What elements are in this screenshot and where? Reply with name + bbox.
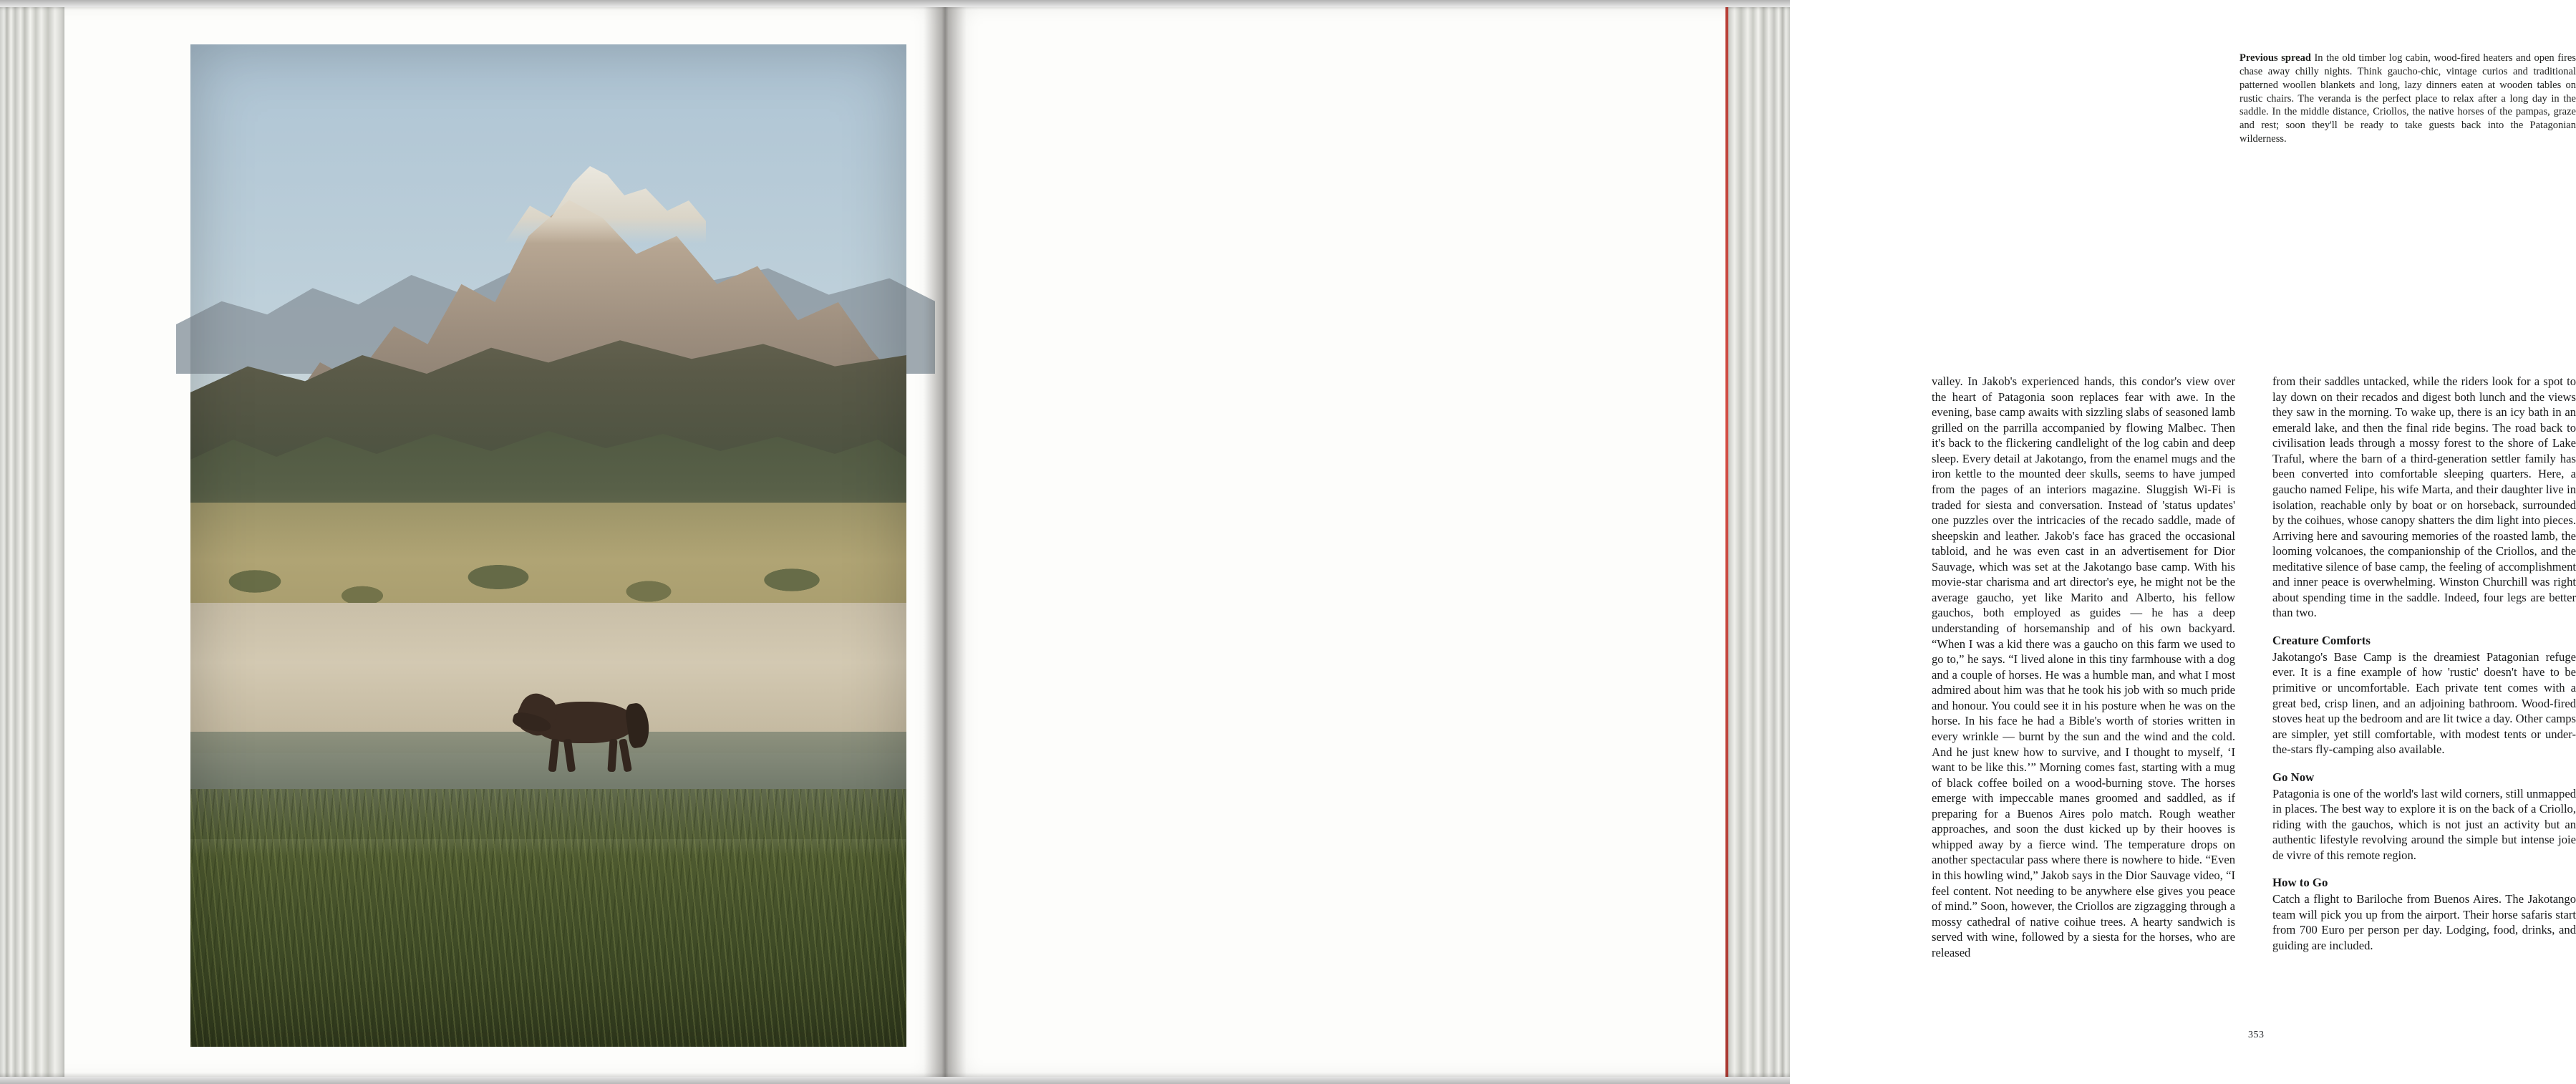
body-columns xyxy=(1932,374,2576,989)
body-column-right xyxy=(2272,374,2576,989)
body-column-left xyxy=(1932,374,2235,989)
section-heading-how-to-go: How to Go xyxy=(2272,876,2328,890)
body-paragraph: valley. In Jakob's experienced hands, this condor's view over the heart of Patagonia soon replaces fear with awe. In the evening, base camp awaits with sizzling slabs of seasoned lamb grilled on the parrilla accompanied by flowing Malbec. Then it's back to the flickering candlelight of the log cabin and deep sleep. Every detail at Jakotango, from the enamel mugs and the iron kettle to the mounted deer skulls, seems to have jumped from the pages of an interiors magazine. Sluggish Wi-Fi is traded for siesta and conversation. Instead of 'status updates' one puzzles over the intricacies of the recado saddle, made of sheepskin and leather. Jakob's face has graced the occasional tabloid, and he was even cast in an advertisement for Dior Sauvage, which was set at the Jakotango base camp. With his movie-star charisma and art director's eye, he might not be the average gaucho, yet like Marito and Alberto, his fellow gauchos, both employed as guides — he has a deep understanding of horsemanship and of his own backyard. “When I was a kid there was a gaucho on this farm we used to go to,” he says. “I lived alone in this tiny farmhouse with a dog and a couple of horses. He was a humble man, and what I most admired about him was that he took his job with so much pride and honour. You could see it in his posture when he was on the horse. In his face he had a Bible's worth of stories written in every wrinkle — burnt by the sun and the wind and the cold. And he just knew how to survive, and I thought to myself, ‘I want to be like this.’” Morning comes fast, starting with a mug of black coffee boiled on a wood-burning stove. The horses emerge with impeccable manes groomed and saddled, as if preparing for a Buenos Aires polo match. Rough weather approaches, and soon the dust kicked up by their hooves is whipped away by a fierce wind. The temperature drops on another spectacular pass where there is nowhere to hide. “Even in this howling wind,” Jakob says in the Dior Sauvage video, “I feel content. Not needing to be anywhere else gives you peace of mind.” Soon, however, the Criollos are zigzagging through a mossy cathedral of native coihue trees. A hearty sandwich is served with wine, followed by a siesta for the horses, who are released xyxy=(1932,374,2235,959)
page-number: 353 xyxy=(2248,1030,2265,1040)
left-page xyxy=(64,7,945,1077)
section-heading-go-now: Go Now xyxy=(2272,770,2315,784)
right-page xyxy=(945,7,2576,1077)
photo-vignette xyxy=(190,44,906,1047)
caption-lead: Previous spread xyxy=(2240,52,2311,64)
section-heading-creature-comforts: Creature Comforts xyxy=(2272,634,2371,647)
section-text-how-to-go: Catch a flight to Bariloche from Buenos Aires. The Jakotango team will pick you up from the airport. Their horse safaris start from 700 Euro per person per day. Lodging, food, drinks, and guiding are included. xyxy=(2272,892,2576,952)
previous-spread-caption xyxy=(2240,52,2576,146)
bottom-shadow xyxy=(0,1073,1790,1084)
page-edges-right xyxy=(1724,7,1790,1077)
section-text-go-now: Patagonia is one of the world's last wild corners, still unmapped in places. The best way to explore it is on the back of a Criollo, riding with the gauchos, which is not just an activity but an authentic lifestyle revolving around the simple but intense joie de vivre of this remote region. xyxy=(2272,786,2576,862)
section-text-creature-comforts: Jakotango's Base Camp is the dreamiest Patagonian refuge ever. It is a fine example of how 'rustic' doesn't have to be primitive or uncomfortable. Each private tent comes with a great bed, crisp linen, and an adjoining bathroom. Wood-fired stoves heat up the bedroom and are lit twice a day. Other camps are simpler, yet still comfortable, with modest tents or under-the-stars fly-camping also available. xyxy=(2272,649,2576,757)
top-shadow xyxy=(0,0,1790,10)
caption-text: In the old timber log cabin, wood-fired heaters and open fires chase away chilly nights. Think gaucho-chic, vintage curios and traditional patterned woollen blankets and long, lazy dinners eaten at wooden tables on rustic chairs. The veranda is the perfect place to relax after a long day in the saddle. In the middle distance, Criollos, the native horses of the pampas, graze and rest; soon they'll be ready to take guests back into the Patagonian wilderness. xyxy=(2240,52,2576,145)
page-edges-left xyxy=(0,7,69,1077)
patagonia-horse-landscape-photograph xyxy=(190,44,906,1047)
body-paragraph: from their saddles untacked, while the riders look for a spot to lay down on their recados and digest both lunch and the views they saw in the morning. To wake up, there is an icy bath in an emerald lake, and then the final ride begins. The road back to civilisation leads through a mossy forest to the shore of Lake Traful, where the barn of a third-generation settler family has been converted into comfortable sleeping quarters. Here, a gaucho named Felipe, his wife Marta, and their daughter live in isolation, reachable only by boat or on horseback, surrounded by the coihues, whose canopy shatters the dim light into pieces. Arriving here and savouring memories of the roasted lamb, the looming volcanoes, the companionship of the Criollos, and the meditative silence of base camp, the feeling of accomplishment and inner peace is overwhelming. Winston Churchill was right about spending time in the saddle. Indeed, four legs are better than two. xyxy=(2272,374,2576,620)
